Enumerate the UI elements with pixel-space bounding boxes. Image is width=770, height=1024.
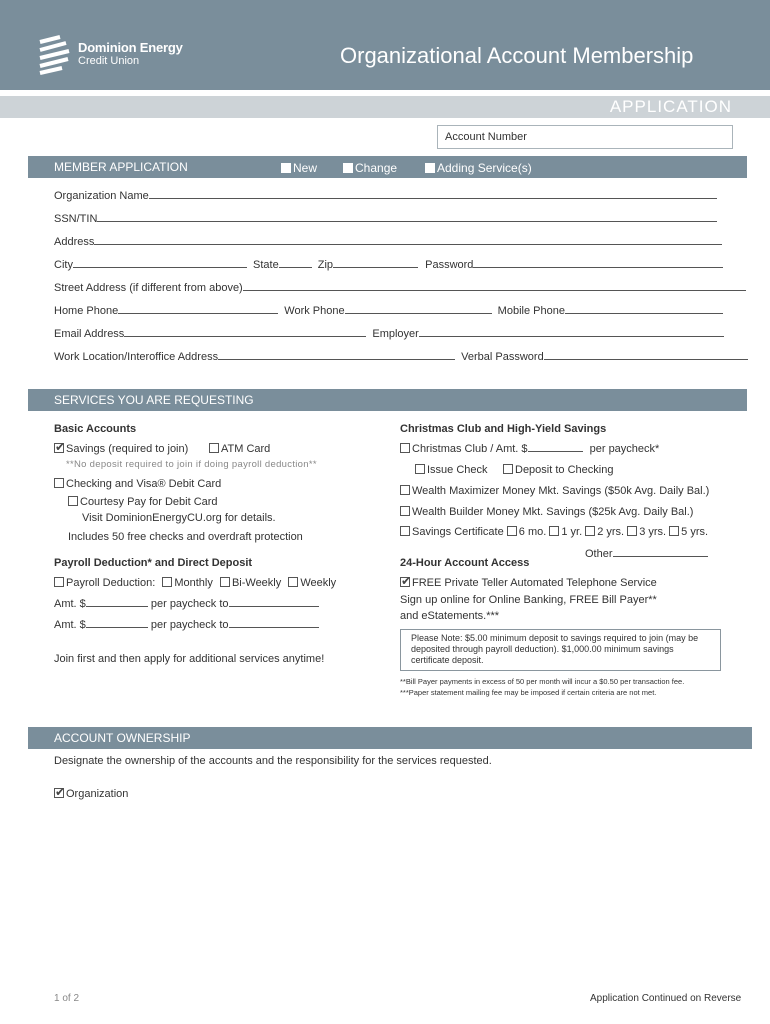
adding-services-checkbox[interactable]	[425, 163, 435, 173]
organization-checkbox[interactable]	[54, 788, 64, 798]
wealth-maximizer-option[interactable]: Wealth Maximizer Money Mkt. Savings ($50k Avg. Daily Bal.)	[400, 485, 709, 497]
issue-check-checkbox[interactable]	[415, 464, 425, 474]
wealth-maximizer-checkbox[interactable]	[400, 485, 410, 495]
christmas-club-option[interactable]: Christmas Club / Amt. $ per paycheck*	[400, 443, 659, 455]
savings-checkbox[interactable]	[54, 443, 64, 453]
ownership-label: ACCOUNT OWNERSHIP	[54, 731, 191, 745]
designate-text: Designate the ownership of the accounts and the responsibility for the services requested.	[54, 755, 492, 767]
ownership-band	[28, 727, 752, 749]
atm-option[interactable]: ATM Card	[209, 443, 270, 455]
please-note-box: Please Note: $5.00 minimum deposit to savings required to join (may be deposited through payroll deduction). $1,000.00 minimum savings certificate deposit.	[400, 629, 721, 671]
payroll-checkbox[interactable]	[54, 577, 64, 587]
change-checkbox[interactable]	[343, 163, 353, 173]
issue-check-option[interactable]: Issue Check	[415, 464, 488, 476]
payroll-row[interactable]: Payroll Deduction: Monthly Bi-Weekly Weekly	[54, 577, 336, 589]
paper-statement-footnote: ***Paper statement mailing fee may be imposed if certain criteria are not met.	[400, 688, 657, 697]
new-checkbox[interactable]	[281, 163, 291, 173]
teller-checkbox[interactable]	[400, 577, 410, 587]
signup-line2: and eStatements.***	[400, 610, 500, 622]
account-number-label: Account Number	[445, 131, 527, 143]
email-employer-row[interactable]: Email Address Employer	[54, 328, 724, 340]
member-application-label: MEMBER APPLICATION	[54, 160, 188, 174]
amount-row-2[interactable]: Amt. $ per paycheck to	[54, 619, 319, 631]
join-first-note: Join first and then apply for additional services anytime!	[54, 653, 325, 665]
weekly-checkbox[interactable]	[288, 577, 298, 587]
christmas-club-checkbox[interactable]	[400, 443, 410, 453]
work-location-row[interactable]: Work Location/Interoffice Address Verbal Password	[54, 351, 748, 363]
payroll-heading: Payroll Deduction* and Direct Deposit	[54, 557, 253, 569]
includes-checks-note: Includes 50 free checks and overdraft protection	[68, 531, 303, 543]
deposit-checking-checkbox[interactable]	[503, 464, 513, 474]
atm-checkbox[interactable]	[209, 443, 219, 453]
savings-option[interactable]: ✔Savings (required to join)	[54, 443, 188, 455]
visit-note: Visit DominionEnergyCU.org for details.	[82, 512, 276, 524]
org-name-field[interactable]: Organization Name	[54, 190, 717, 202]
page-title: Organizational Account Membership	[340, 43, 694, 68]
phones-row[interactable]: Home Phone Work Phone Mobile Phone	[54, 305, 723, 317]
checking-checkbox[interactable]	[54, 478, 64, 488]
courtesy-pay-option[interactable]: Courtesy Pay for Debit Card	[68, 496, 218, 508]
amount-row-1[interactable]: Amt. $ per paycheck to	[54, 598, 319, 610]
organization-option[interactable]: ✔Organization	[54, 788, 128, 800]
option-new[interactable]: New	[281, 161, 317, 175]
basic-accounts-heading: Basic Accounts	[54, 423, 137, 435]
page-number: 1 of 2	[54, 993, 80, 1004]
option-change[interactable]: Change	[343, 161, 397, 175]
street-address-field[interactable]: Street Address (if different from above)	[54, 282, 746, 294]
services-band	[28, 389, 747, 411]
1yr-checkbox[interactable]	[549, 526, 559, 536]
ssn-field[interactable]: SSN/TIN	[54, 213, 717, 225]
account-access-heading: 24-Hour Account Access	[400, 557, 530, 569]
biweekly-checkbox[interactable]	[220, 577, 230, 587]
christmas-club-heading: Christmas Club and High-Yield Savings	[400, 423, 607, 435]
wealth-builder-checkbox[interactable]	[400, 506, 410, 516]
2yr-checkbox[interactable]	[585, 526, 595, 536]
address-field[interactable]: Address	[54, 236, 722, 248]
city-state-zip-row[interactable]: City State Zip Password	[54, 259, 723, 271]
services-label: SERVICES YOU ARE REQUESTING	[54, 393, 254, 407]
monthly-checkbox[interactable]	[162, 577, 172, 587]
3yr-checkbox[interactable]	[627, 526, 637, 536]
other-field[interactable]: Other	[585, 548, 708, 560]
deposit-checking-option[interactable]: Deposit to Checking	[503, 464, 613, 476]
logo-text-line2: Credit Union	[78, 55, 140, 67]
savings-certificate-row[interactable]: Savings Certificate 6 mo. 1 yr. 2 yrs. 3 yrs. 5 yrs.	[400, 526, 708, 538]
5yr-checkbox[interactable]	[669, 526, 679, 536]
savings-certificate-checkbox[interactable]	[400, 526, 410, 536]
bill-payer-footnote: **Bill Payer payments in excess of 50 per month will incur a $0.50 per transaction fee.	[400, 677, 685, 686]
checking-option[interactable]: Checking and Visa® Debit Card	[54, 478, 221, 490]
dominion-energy-logo-icon	[36, 34, 76, 76]
wealth-builder-option[interactable]: Wealth Builder Money Mkt. Savings ($25k Avg. Daily Bal.)	[400, 506, 693, 518]
courtesy-pay-checkbox[interactable]	[68, 496, 78, 506]
6mo-checkbox[interactable]	[507, 526, 517, 536]
no-deposit-note: **No deposit required to join if doing payroll deduction**	[66, 459, 317, 470]
option-adding-services[interactable]: Adding Service(s)	[425, 161, 532, 175]
account-number-field[interactable]	[437, 125, 733, 149]
signup-line1: Sign up online for Online Banking, FREE Bill Payer**	[400, 594, 657, 606]
application-subtitle: APPLICATION	[609, 97, 732, 116]
logo-text-line1: Dominion Energy	[78, 40, 183, 55]
continued-note: Application Continued on Reverse	[590, 993, 742, 1004]
teller-option[interactable]: ✔FREE Private Teller Automated Telephone Service	[400, 577, 657, 589]
